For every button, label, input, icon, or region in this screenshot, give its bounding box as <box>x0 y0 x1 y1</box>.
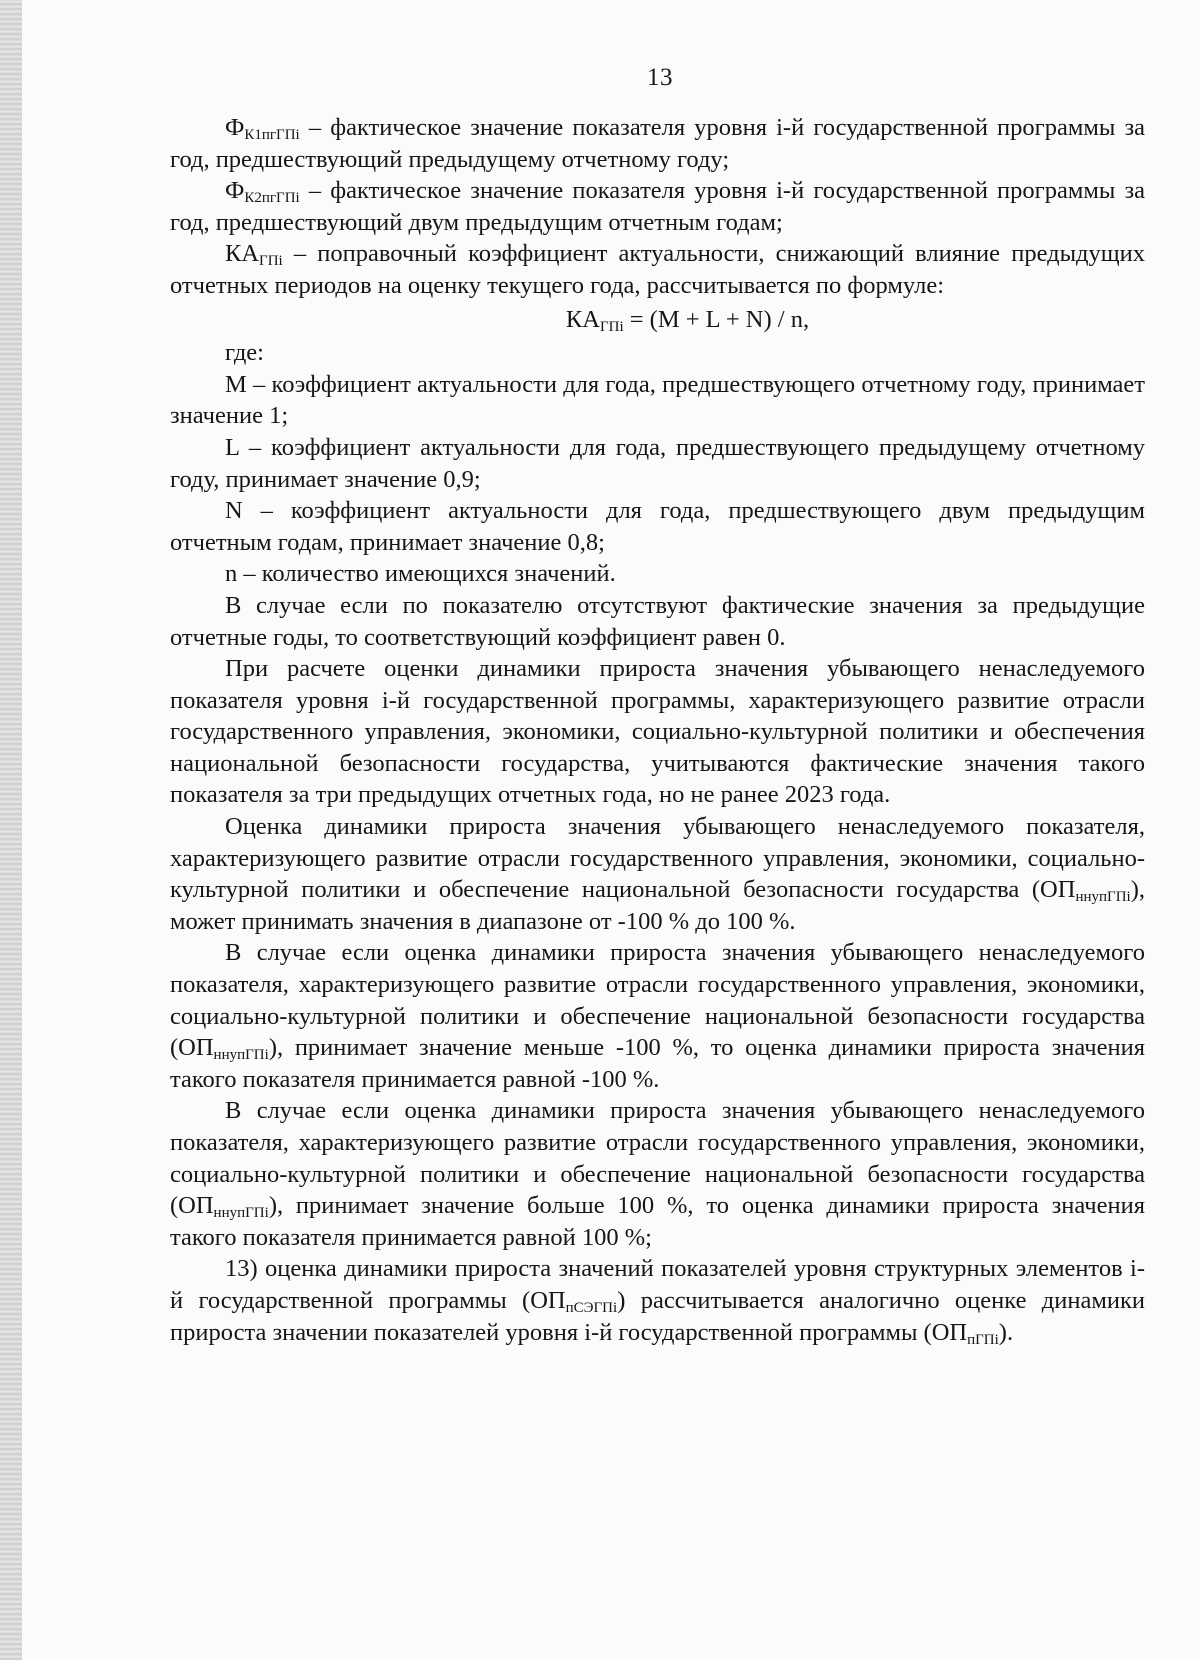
paragraph-calculation: При расчете оценки динамики прироста значения убывающего ненаследуемого показателя уровня i-й государственной программы, характеризующего развитие отрасли государственного управления, экономики, социально-культурной политики и обеспечения национальной безопасности государства, учитываются фактические значения такого показателя за три предыдущих отчетных года, но не ранее 2023 года. <box>170 655 1145 809</box>
definition-ka: $КА_{ГПi}$ – поправочный коэффициент актуальности, снижающий влияние предыдущих отчетных периодов на оценку текущего года, рассчитывается по формуле: <box>170 240 1145 299</box>
definition-fk2: $Ф_{К2пгГПi}$ – фактическое значение показателя уровня i-й государственной программы за год, предшествующий двум предыдущим отчетным годам; <box>170 177 1145 236</box>
page-number: 13 <box>647 64 673 91</box>
definition-l: L – коэффициент актуальности для года, предшествующего предыдущему отчетному году, принимает значение 0,9; <box>170 433 1145 493</box>
paragraph-greater-than: В случае если оценка динамики прироста значения убывающего ненаследуемого показателя, характеризующего развитие отрасли государственного управления, экономики, социально-культурной политики и обеспечение национальной безопасности государства $(ОП_{ннупГПi})$, принимает значение больше 100 %, то оценка динамики прироста значения такого показателя принимается равной 100 %; <box>170 1097 1145 1251</box>
paragraph-less-than: В случае если оценка динамики прироста значения убывающего ненаследуемого показателя, характеризующего развитие отрасли государственного управления, экономики, социально-культурной политики и обеспечение национальной безопасности государства $(ОП_{ннупГПi})$, принимает значение меньше -100 %, то оценка динамики прироста значения такого показателя принимается равной -100 %. <box>170 939 1145 1093</box>
definition-n-upper: N – коэффициент актуальности для года, предшествующего двум предыдущим отчетным годам, принимает значение 0,8; <box>170 497 1145 556</box>
scan-edge <box>0 0 22 1660</box>
paragraph-range: Оценка динамики прироста значения убывающего ненаследуемого показателя, характеризующего развитие отрасли государственного управления, экономики, социально-культурной политики и обеспечение национальной безопасности государства $(ОП_{ннупГПi})$, может принимать значения в диапазоне от -100 % до 100 %. <box>170 813 1145 935</box>
formula-ka: $КА_{ГПi} = (M + L + N) / n$, <box>565 305 810 335</box>
paragraph-item-13: 13) оценка динамики прироста значений показателей уровня структурных элементов i-й государственной программы $(ОП_{пСЭГПi})$ рассчитывается аналогично оценке динамики прироста значении показателей уровня i-й государственной программы $(ОП_{пГПi})$. <box>170 1255 1145 1348</box>
paragraph-missing-values: В случае если по показателю отсутствуют фактические значения за предыдущие отчетные годы, то соответствующий коэффициент равен 0. <box>170 591 1145 651</box>
document-body <box>170 112 1145 1348</box>
definition-n-lower: n – количество имеющихся значений. <box>225 560 616 588</box>
definition-fk1: $Ф_{К1пгГПi}$ – фактическое значение показателя уровня i-й государственной программы за год, предшествующий предыдущему отчетному году; <box>170 114 1145 173</box>
definition-m: M – коэффициент актуальности для года, предшествующего отчетному году, принимает значение 1; <box>170 370 1145 430</box>
where-label: где: <box>225 339 264 367</box>
